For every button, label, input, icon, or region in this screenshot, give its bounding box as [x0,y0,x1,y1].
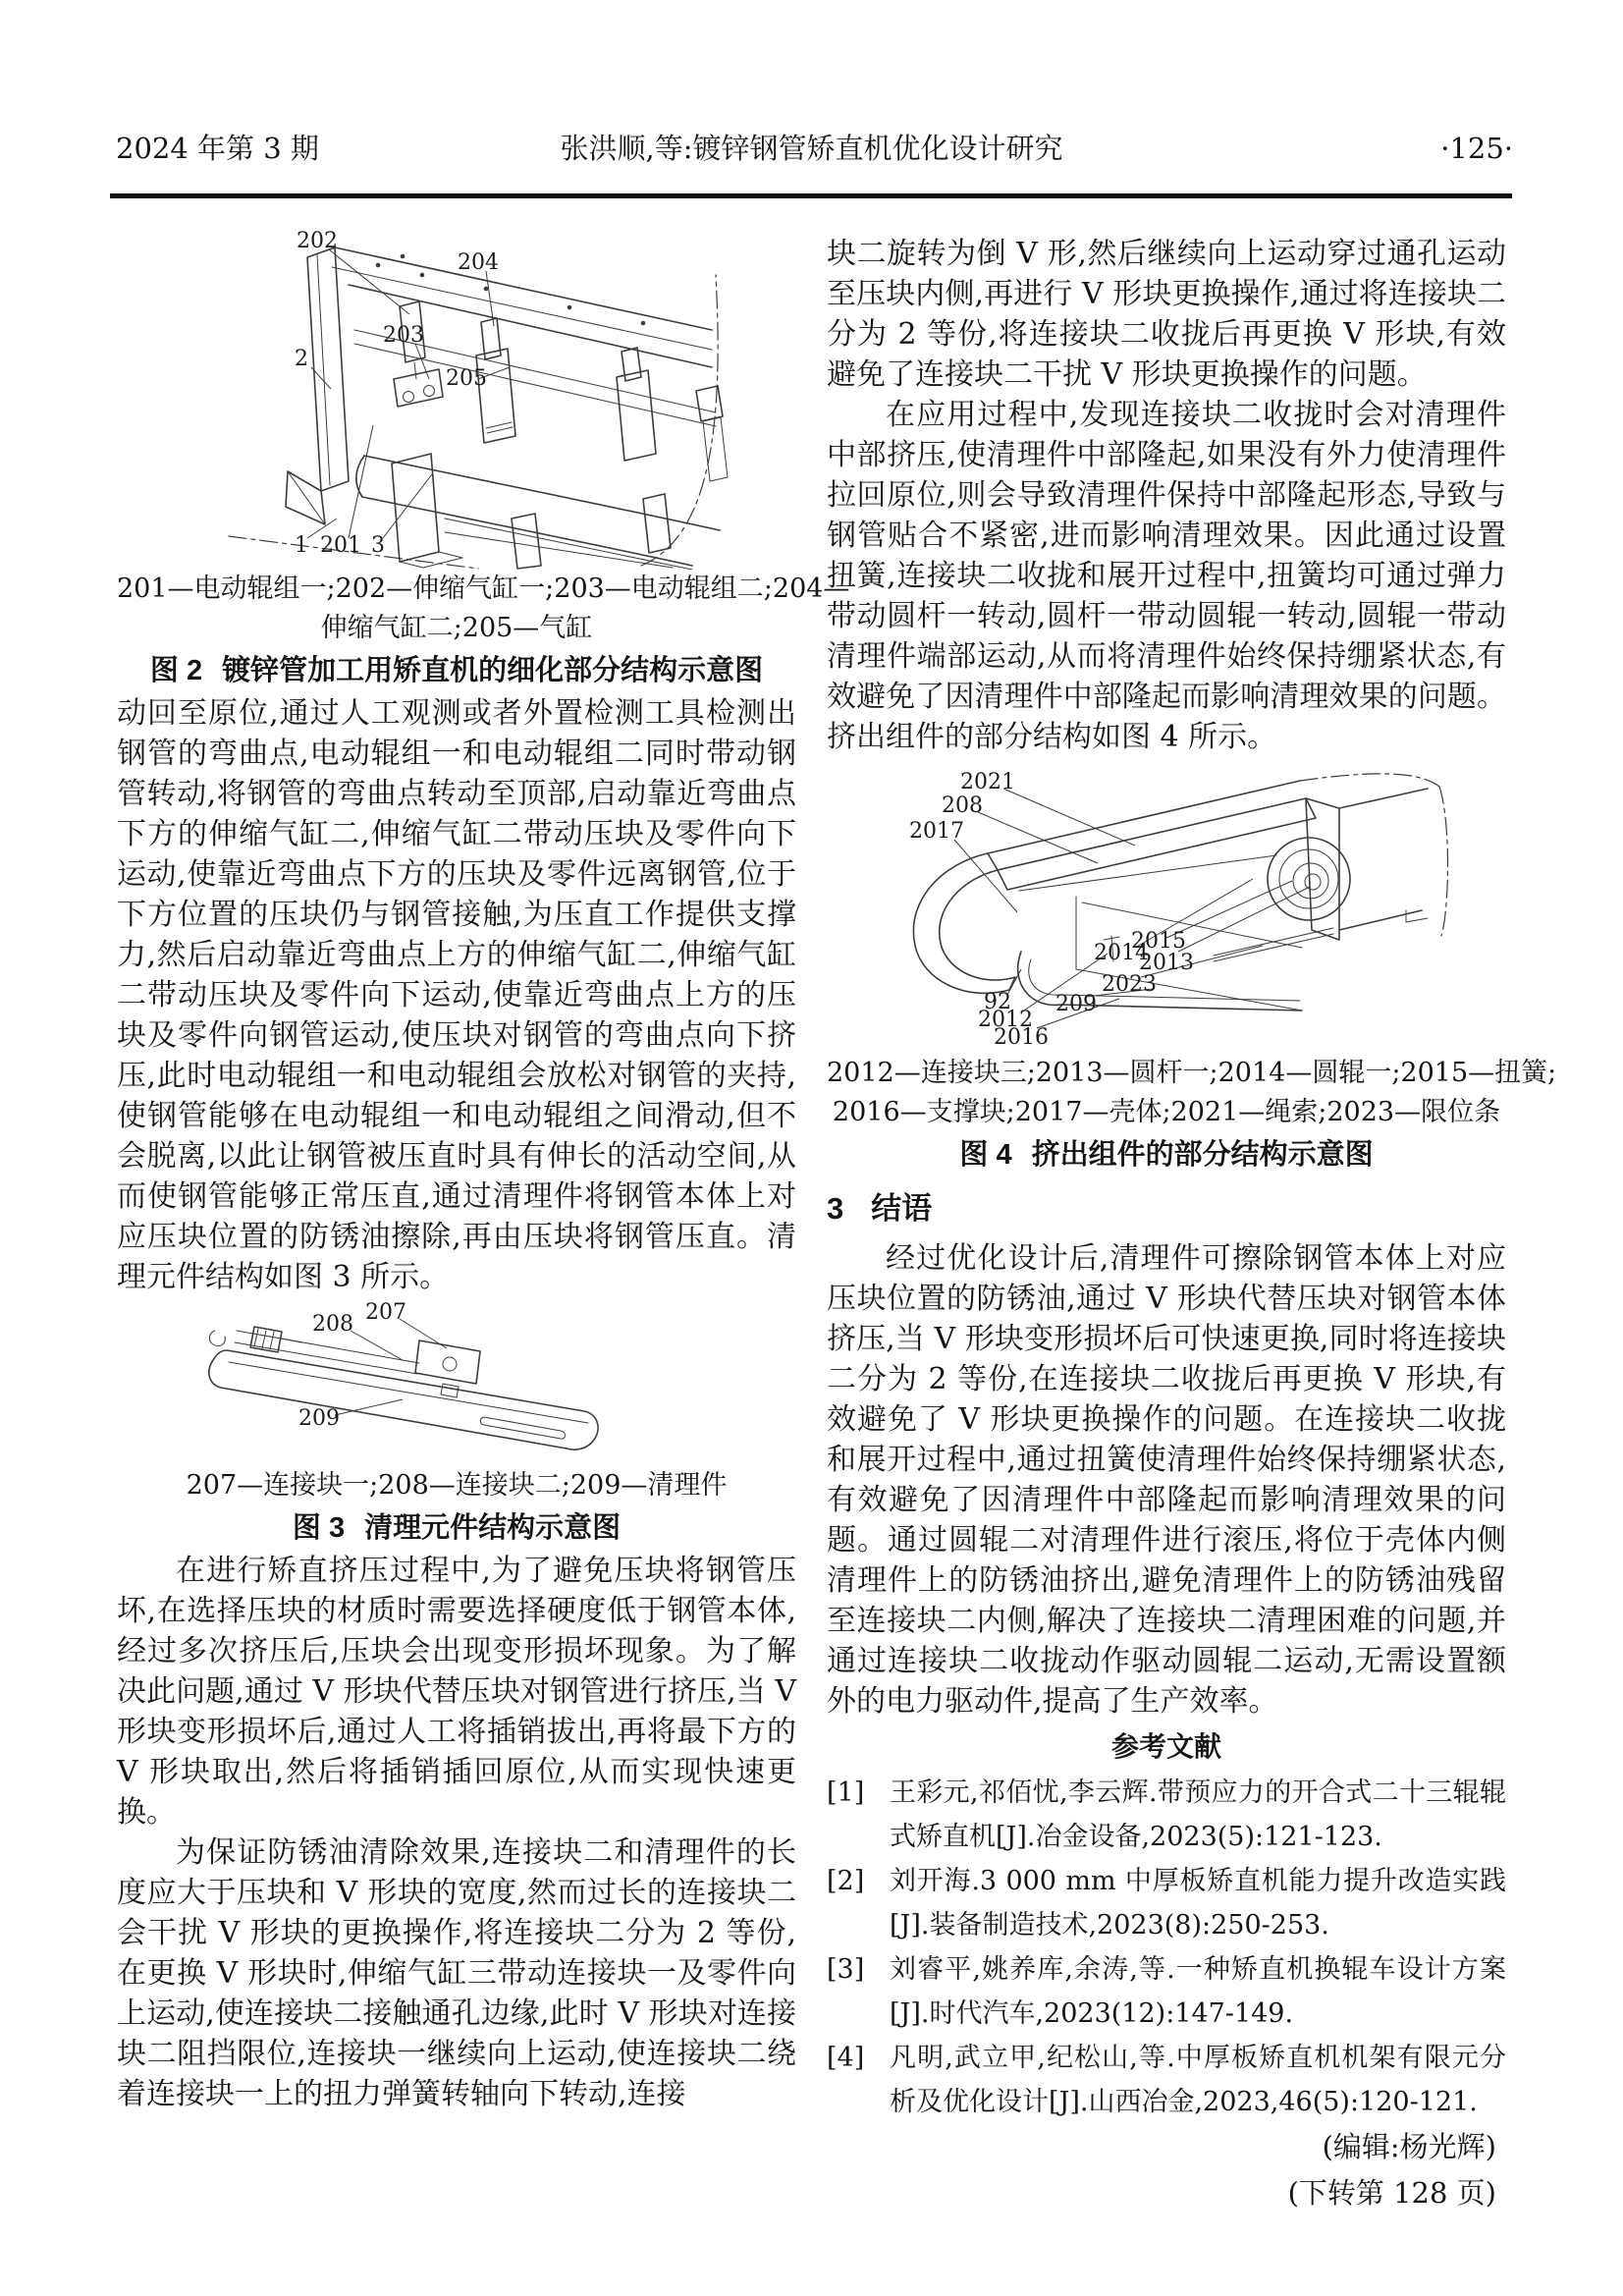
paragraph-3: 为保证防锈油清除效果,连接块二和清理件的长度应大于压块和 V 形块的宽度,然而过长的连接块二会干扰 V 形块的更换操作,将连接块二分为 2 等份,在更换 V 形块时,伸缩气缸三带动连接块一及零件向上运动,使连接块二接触通孔边缘,此时 V 形块对连接块二阻挡限位,连接块一继续向上运动,使连接块二绕着连接块一上的扭力弹簧转轴向下转动,连接 [117,1835,796,2111]
figure-4 [827,763,1557,1177]
paragraph-5: 在应用过程中,发现连接块二收拢时会对清理件中部挤压,使清理件中部隆起,如果没有外力使清理件拉回原位,则会导致清理件保持中部隆起形态,导致与钢管贴合不紧密,进而影响清理效果。因此通过设置扭簧,连接块二收拢和展开过程中,扭簧均可通过弹力带动圆杆一转动,圆杆一带动圆辊一转动,圆辊一带动清理件端部运动,从而将清理件始终保持绷紧状态,有效避免了因清理件中部隆起而影响清理效果的问题。挤出组件的部分结构如图 4 所示。 [827,398,1506,754]
section-3-heading [827,1185,1506,1232]
fig2-label-204: 204 [458,250,499,275]
figure4-drawing [872,763,1461,1054]
left-column [117,224,850,2114]
fig4-label-2015: 2015 [1131,929,1186,954]
paragraph-4: 块二旋转为倒 V 形,然后继续向上运动穿过通孔运动至压块内侧,再进行 V 形块更换操作,通过将连接块二分为 2 等份,将连接块二收拢后再更换 V 形块,有效避免了连接块二干扰 V 形块更换操作的问题。 [827,237,1506,392]
continuation-note: (下转第 128 页) [1287,2176,1496,2210]
reference-text: 刘睿平,姚养库,余涛,等.一种矫直机换辊车设计方案[J].时代汽车,2023(12):147-149. [890,1954,1506,2029]
reference-item-2 [827,1859,1506,1947]
figure-2 [117,224,850,693]
figure3-title-text: 清理元件结构示意图 [364,1512,622,1544]
figure3-tag: 图 3 [292,1512,346,1544]
fig2-label-3: 3 [371,533,385,558]
figure4-parts-line1: 2012—连接块三;2013—圆杆一;2014—圆辊一;2015—扭簧; [827,1058,1557,1088]
fig2-label-1: 1 [295,533,308,558]
reference-item-1 [827,1771,1506,1859]
fig2-label-202: 202 [297,229,338,253]
figure4-title-text: 挤出组件的部分结构示意图 [1031,1139,1374,1171]
figure2-tag: 图 2 [149,655,203,686]
header-issue: 2024 年第 3 期 [116,132,319,165]
fig4-label-2023: 2023 [1102,972,1157,997]
editor-note: (编辑:杨光辉) [1322,2130,1496,2163]
figure4-parts-line2: 2016—支撑块;2017—壳体;2021—绳索;2023—限位条 [832,1097,1501,1127]
fig3-label-209: 209 [298,1406,340,1431]
fig4-label-209: 209 [1055,992,1097,1016]
paragraph-6: 经过优化设计后,清理件可擦除钢管本体上对应压块位置的防锈油,通过 V 形块代替压块对钢管本体挤压,当 V 形块变形损坏后可快速更换,同时将连接块二分为 2 等份,在连接块二收拢后再更换 V 形块,有效避免了 V 形块更换操作的问题。在连接块二收拢和展开过程中,通过扭簧使清理件始终保持绷紧状态,有效避免了因清理件中部隆起而影响清理效果的问题。通过圆辊二对清理件进行滚压,将位于壳体内侧清理件上的防锈油挤出,避免清理件上的防锈油残留至连接块二内侧,解决了连接块二清理困难的问题,并通过连接块二收拢动作驱动圆辊二运动,无需设置额外的电力驱动件,提高了生产效率。 [827,1241,1506,1719]
header-running-title: 张洪顺,等:镀锌钢管矫直机优化设计研究 [560,132,1063,165]
fig4-label-2017: 2017 [909,819,964,844]
reference-item-3 [827,1947,1506,2036]
paragraph-1: 动回至原位,通过人工观测或者外置检测工具检测出钢管的弯曲点,电动辊组一和电动辊组二同时带动钢管转动,将钢管的弯曲点转动至顶部,启动靠近弯曲点下方的伸缩气缸二,伸缩气缸二带动压块及零件向下运动,使靠近弯曲点下方的压块及零件远离钢管,位于下方位置的压块仍与钢管接触,为压直工作提供支撑力,然后启动靠近弯曲点上方的伸缩气缸二,伸缩气缸二带动压块及零件向下运动,使靠近弯曲点上方的压块及零件向钢管运动,使压块对钢管的弯曲点向下挤压,此时电动辊组一和电动辊组会放松对钢管的夹持,使钢管能够在电动辊组一和电动辊组之间滑动,但不会脱离,以此让钢管被压直时具有伸长的活动空间,从而使钢管能够正常压直,通过清理件将钢管本体上对应压块位置的防锈油擦除,再由压块将钢管压直。清理元件结构如图 3 所示。 [117,696,796,1294]
fig4-label-2021: 2021 [960,770,1015,794]
fig4-label-208: 208 [942,793,983,818]
figure-3 [117,1301,796,1551]
section-3-number: 3 [827,1191,844,1226]
header-page-number: ·125· [1440,132,1513,165]
reference-number: [1] [827,1777,865,1808]
reference-number: [3] [827,1954,865,1985]
reference-text: 王彩元,祁佰忧,李云辉.带预应力的开合式二十三辊辊式矫直机[J].冶金设备,2023(5):121-123. [890,1777,1506,1852]
fig4-label-2013: 2013 [1139,951,1194,975]
references-heading: 参考文献 [1110,1731,1221,1762]
figure3-parts-line1: 207—连接块一;208—连接块二;209—清理件 [186,1470,728,1501]
figure2-drawing [182,224,731,570]
section-3-title: 结语 [871,1191,933,1226]
figure2-title [117,648,796,693]
right-column [827,234,1557,2216]
fig3-label-208: 208 [312,1312,353,1337]
figure4-tag: 图 4 [959,1139,1012,1171]
figure2-parts-line2: 伸缩气缸二;205—气缸 [320,613,593,643]
reference-number: [2] [827,1866,865,1896]
figure2-title-text: 镀锌管加工用矫直机的细化部分结构示意图 [222,655,764,686]
fig2-label-201: 201 [320,533,361,558]
figure3-title [117,1505,796,1551]
fig2-label-205: 205 [446,366,487,391]
fig4-label-2014: 2014 [1094,941,1149,965]
reference-text: 刘开海.3 000 mm 中厚板矫直机能力提升改造实践[J].装备制造技术,2023(8):250-253. [890,1866,1506,1941]
figure2-parts-line1: 201—电动辊组一;202—伸缩气缸一;203—电动辊组二;204— [117,574,850,604]
fig4-label-92: 92 [984,990,1011,1014]
reference-item-4 [827,2036,1506,2124]
paragraph-2: 在进行矫直挤压过程中,为了避免压块将钢管压坏,在选择压块的材质时需要选择硬度低于钢管本体,经过多次挤压后,压块会出现变形损坏现象。为了解决此问题,通过 V 形块代替压块对钢管进行挤压,当 V 形块变形损坏后,通过人工将插销拔出,再将最下方的 V 形块取出,然后将插销插回原位,从而实现快速更换。 [117,1554,796,1830]
reference-number: [4] [827,2043,865,2073]
fig4-label-2016: 2016 [994,1025,1049,1050]
figure3-drawing [172,1301,741,1466]
fig2-label-2: 2 [295,347,308,371]
figure4-title [827,1132,1506,1177]
fig2-label-203: 203 [383,323,424,348]
fig3-label-207: 207 [365,1301,406,1325]
reference-text: 凡明,武立甲,纪松山,等.中厚板矫直机机架有限元分析及优化设计[J].山西冶金,2023,46(5):120-121. [890,2043,1506,2117]
fig4-label-2012: 2012 [978,1008,1033,1032]
header-rule [110,193,1512,198]
